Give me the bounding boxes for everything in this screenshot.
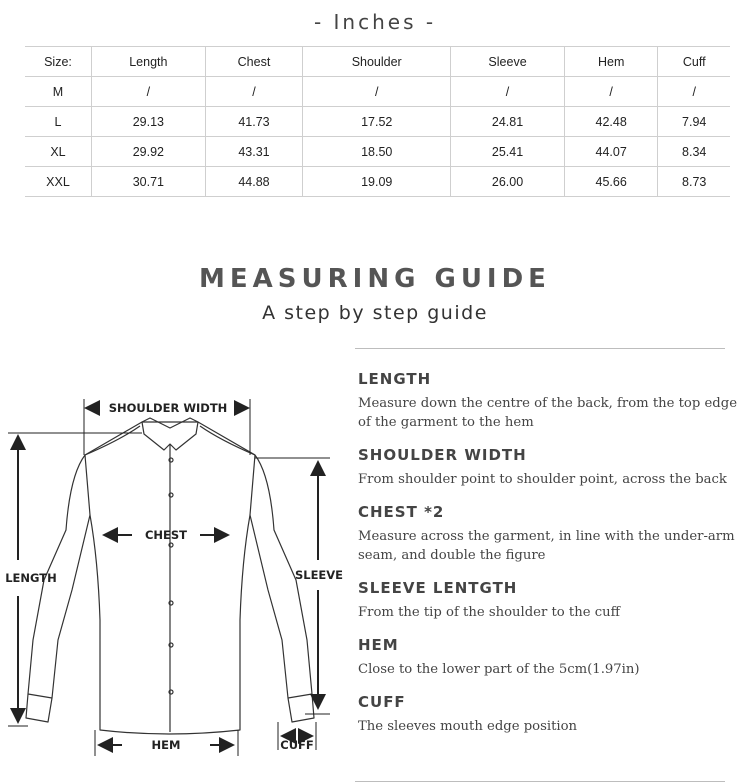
table-header-row bbox=[25, 47, 730, 77]
step-heading: SLEEVE LENTGTH bbox=[358, 579, 518, 597]
size-table bbox=[25, 46, 730, 197]
step-text: From shoulder point to shoulder point, across the back bbox=[358, 472, 727, 487]
step-hem bbox=[358, 636, 738, 679]
guide-title: MEASURING GUIDE bbox=[199, 264, 551, 294]
unit-title: - Inches - bbox=[313, 10, 437, 34]
step-cuff bbox=[358, 693, 738, 736]
step-heading: HEM bbox=[358, 636, 399, 654]
step-heading: SHOULDER WIDTH bbox=[358, 446, 527, 464]
table-cell: 8.34 bbox=[658, 137, 730, 167]
table-cell: / bbox=[451, 77, 565, 107]
table-row bbox=[25, 167, 730, 197]
table-cell: 45.66 bbox=[564, 167, 658, 197]
step-length bbox=[358, 370, 738, 432]
table-cell: / bbox=[303, 77, 451, 107]
size-cell: M bbox=[25, 77, 92, 107]
top-divider bbox=[355, 348, 725, 349]
size-cell: XXL bbox=[25, 167, 92, 197]
table-cell: 30.71 bbox=[92, 167, 206, 197]
table-cell: 26.00 bbox=[451, 167, 565, 197]
sleeve-label: SLEEVE bbox=[294, 568, 344, 582]
table-cell: 42.48 bbox=[564, 107, 658, 137]
step-heading: CHEST *2 bbox=[358, 503, 445, 521]
table-cell: / bbox=[564, 77, 658, 107]
table-cell: / bbox=[92, 77, 206, 107]
size-cell: L bbox=[25, 107, 92, 137]
table-cell: 25.41 bbox=[451, 137, 565, 167]
table-cell: 43.31 bbox=[205, 137, 303, 167]
cuff-label: CUFF bbox=[280, 738, 314, 752]
chest-label: CHEST bbox=[144, 528, 188, 542]
step-text: Measure across the garment, in line with the under-arm seam, and double the figure bbox=[358, 529, 735, 563]
step-text: Close to the lower part of the 5cm(1.97in) bbox=[358, 662, 640, 677]
shirt-measurement-diagram bbox=[0, 390, 350, 784]
guide-subtitle: A step by step guide bbox=[262, 302, 488, 324]
shoulder-width-label: SHOULDER WIDTH bbox=[108, 401, 228, 415]
step-text: The sleeves mouth edge position bbox=[358, 719, 578, 734]
size-cell: XL bbox=[25, 137, 92, 167]
table-cell: 44.88 bbox=[205, 167, 303, 197]
header-cell: Chest bbox=[205, 47, 303, 77]
bottom-divider bbox=[355, 781, 725, 782]
table-cell: 7.94 bbox=[658, 107, 730, 137]
table-cell: 24.81 bbox=[451, 107, 565, 137]
header-cell: Cuff bbox=[658, 47, 730, 77]
table-cell: 44.07 bbox=[564, 137, 658, 167]
table-cell: / bbox=[658, 77, 730, 107]
step-sleeve bbox=[358, 579, 738, 622]
table-cell: 29.13 bbox=[92, 107, 206, 137]
step-heading: CUFF bbox=[358, 693, 406, 711]
step-chest bbox=[358, 503, 738, 565]
table-cell: 8.73 bbox=[658, 167, 730, 197]
length-label: LENGTH bbox=[5, 571, 57, 585]
shirt-icon bbox=[26, 418, 314, 734]
table-cell: 29.92 bbox=[92, 137, 206, 167]
table-cell: 18.50 bbox=[303, 137, 451, 167]
step-text: From the tip of the shoulder to the cuff bbox=[358, 605, 620, 620]
step-heading: LENGTH bbox=[358, 370, 432, 388]
step-shoulder-width bbox=[358, 446, 738, 489]
table-cell: 17.52 bbox=[303, 107, 451, 137]
hem-label: HEM bbox=[151, 738, 181, 752]
table-cell: 19.09 bbox=[303, 167, 451, 197]
step-text: Measure down the centre of the back, from the top edge of the garment to the hem bbox=[358, 396, 737, 430]
measurement-steps bbox=[358, 370, 738, 750]
table-row bbox=[25, 137, 730, 167]
header-cell: Size: bbox=[25, 47, 92, 77]
table-row bbox=[25, 107, 730, 137]
table-row bbox=[25, 77, 730, 107]
header-cell: Hem bbox=[564, 47, 658, 77]
header-cell: Shoulder bbox=[303, 47, 451, 77]
table-cell: 41.73 bbox=[205, 107, 303, 137]
header-cell: Sleeve bbox=[451, 47, 565, 77]
table-cell: / bbox=[205, 77, 303, 107]
header-cell: Length bbox=[92, 47, 206, 77]
